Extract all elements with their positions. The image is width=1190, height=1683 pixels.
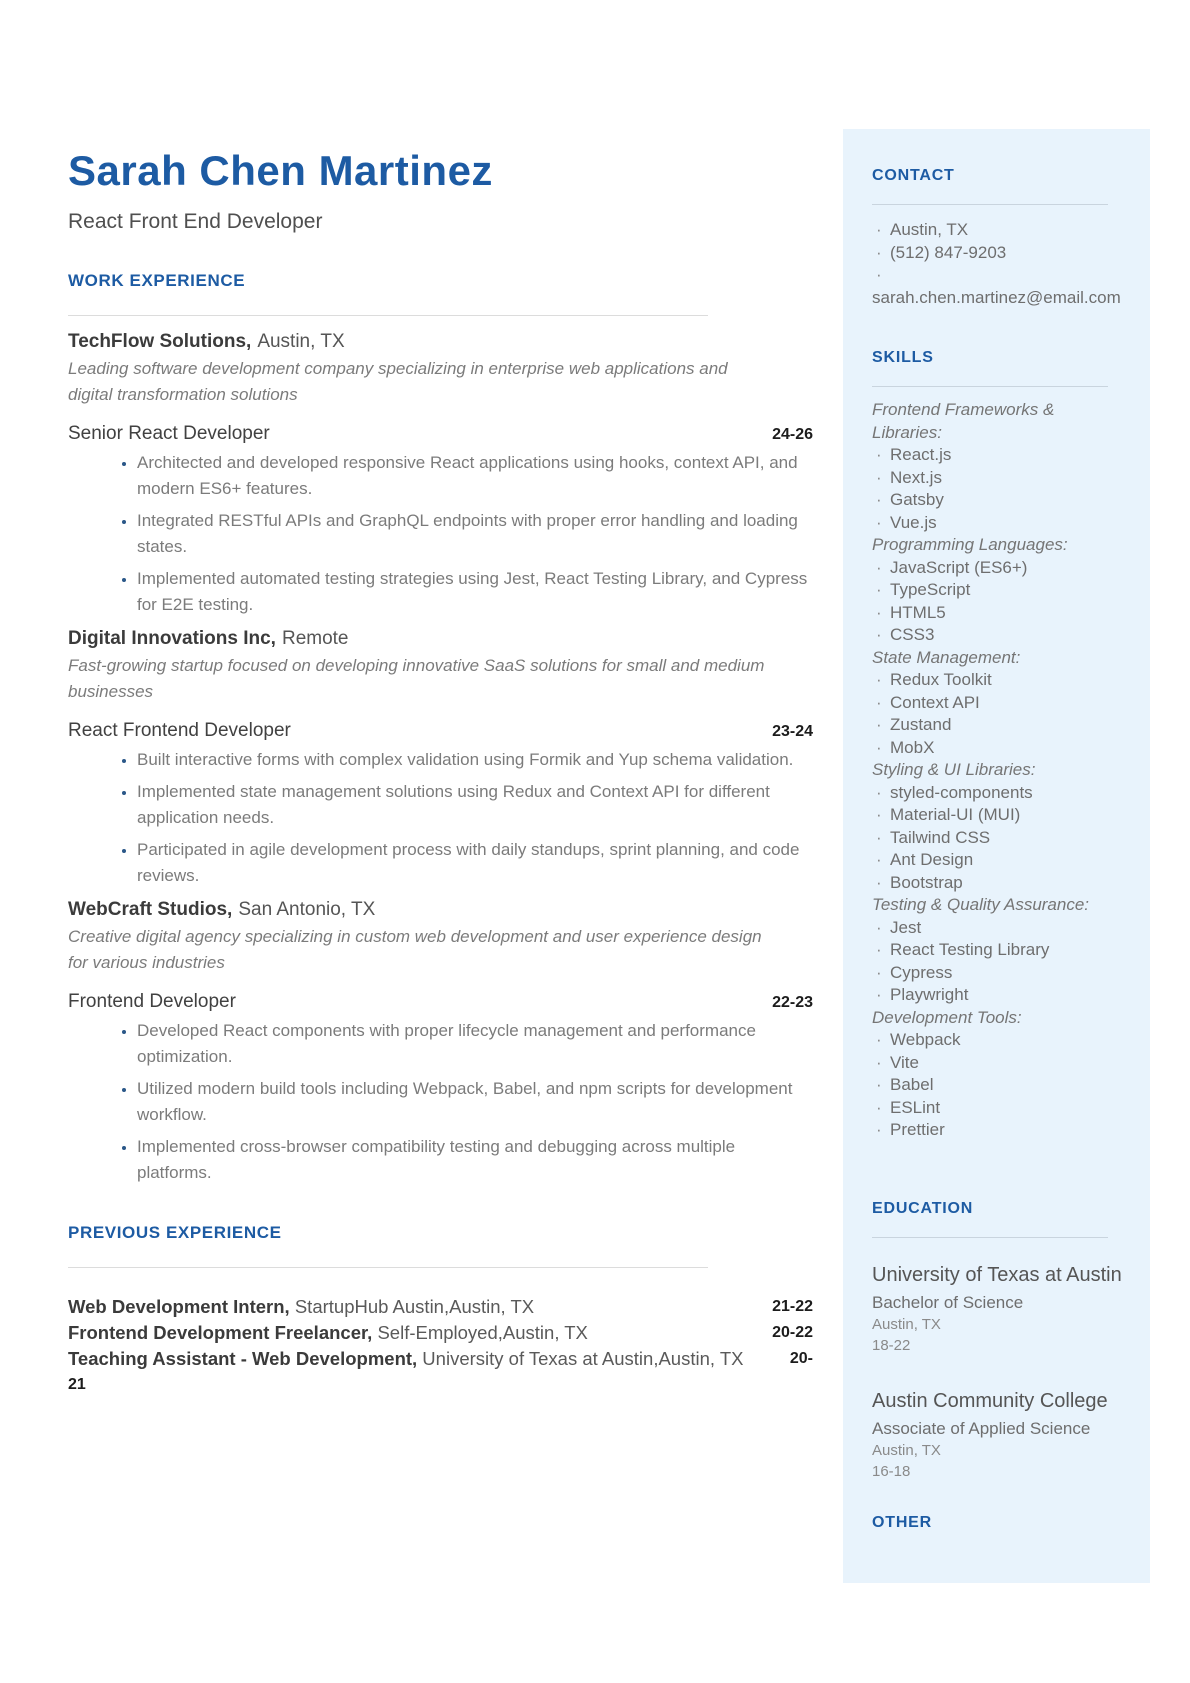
bullet-item: • Participated in agile development process with daily standups, sprint planning, and code reviews. xyxy=(137,837,813,889)
bullet-item: • Developed React components with proper lifecycle management and performance optimization. xyxy=(137,1018,813,1070)
skill-item: · JavaScript (ES6+) xyxy=(872,557,1122,580)
skills-list xyxy=(872,917,1122,1007)
bullet-item: • Implemented automated testing strategies using Jest, React Testing Library, and Cypress for E2E testing. xyxy=(137,566,813,618)
skill-item: · Gatsby xyxy=(872,489,1122,512)
prev-row-detail: University of Texas at Austin,Austin, TX xyxy=(417,1348,744,1369)
section-heading-skills: SKILLS xyxy=(872,349,934,366)
company-location: San Antonio, TX xyxy=(238,899,376,920)
company-location: Austin, TX xyxy=(257,331,345,352)
skill-category-label: Testing & Quality Assurance: xyxy=(872,895,1090,914)
edu-school: Austin Community College xyxy=(872,1389,1108,1412)
skill-item: · Vite xyxy=(872,1052,1122,1075)
company-description: Leading software development company specializing in enterprise web applications and digital transformation solutions xyxy=(68,359,728,404)
skill-item: · React.js xyxy=(872,444,1122,467)
section-divider xyxy=(68,315,708,316)
skills-section xyxy=(872,399,1122,1142)
role-row xyxy=(68,423,813,445)
skill-item: · Cypress xyxy=(872,962,1122,985)
skills-list xyxy=(872,782,1122,895)
skill-item: · MobX xyxy=(872,737,1122,760)
section-heading-work-experience: WORK EXPERIENCE xyxy=(68,271,246,290)
prev-row-detail: Self-Employed,Austin, TX xyxy=(372,1322,588,1343)
role-bullet-list xyxy=(68,747,813,889)
edu-degree: Associate of Applied Science xyxy=(872,1418,1091,1438)
skill-item: · Bootstrap xyxy=(872,872,1122,895)
previous-experience-rows xyxy=(68,1294,813,1398)
skill-item: · Vue.js xyxy=(872,512,1122,535)
bullet-item: • Built interactive forms with complex validation using Formik and Yup schema validation. xyxy=(137,747,813,773)
prev-row-detail: StartupHub Austin,Austin, TX xyxy=(289,1296,535,1317)
role-dates: 24-26 xyxy=(772,426,813,443)
skill-category-label: Development Tools: xyxy=(872,1007,1022,1027)
company-location: Remote xyxy=(281,628,349,649)
skill-item: · TypeScript xyxy=(872,579,1122,602)
company-description: Fast-growing startup focused on developing innovative SaaS solutions for small and medium businesses xyxy=(68,656,765,701)
bullet-item: • Implemented cross-browser compatibility testing and debugging across multiple platforms. xyxy=(137,1134,813,1186)
skill-item: · Playwright xyxy=(872,984,1122,1007)
skill-category-label: Styling & UI Libraries: xyxy=(872,760,1036,779)
role-title: Senior React Developer xyxy=(68,423,270,444)
role-dates: 22-23 xyxy=(772,994,813,1011)
sidebar xyxy=(843,129,1150,1583)
job-subtitle: React Front End Developer xyxy=(68,210,323,233)
skills-list xyxy=(872,557,1122,647)
sidebar-divider xyxy=(872,1237,1108,1238)
skill-item: · Context API xyxy=(872,692,1122,715)
skill-category-label: Programming Languages: xyxy=(872,535,1068,554)
prev-row-dates: 21-22 xyxy=(772,1298,813,1315)
skill-item: · styled-components xyxy=(872,782,1122,805)
skill-item: · Prettier xyxy=(872,1119,1122,1142)
prev-row-dates-wrap: 21 xyxy=(68,1376,86,1393)
prev-row-title: Frontend Development Freelancer, xyxy=(68,1322,373,1343)
role-bullet-list xyxy=(68,1018,813,1186)
section-heading-contact: CONTACT xyxy=(872,167,955,184)
bullet-item: • Utilized modern build tools including Webpack, Babel, and npm scripts for development workflow. xyxy=(137,1076,813,1128)
section-heading-other: OTHER xyxy=(872,1513,932,1531)
skill-item: · Babel xyxy=(872,1074,1122,1097)
edu-location: Austin, TX xyxy=(872,1441,941,1459)
role-title: React Frontend Developer xyxy=(68,720,291,741)
skills-list xyxy=(872,1029,1122,1142)
skill-item: · ESLint xyxy=(872,1097,1122,1120)
section-heading-previous-experience: PREVIOUS EXPERIENCE xyxy=(68,1223,282,1242)
skill-item: · CSS3 xyxy=(872,624,1122,647)
edu-school: University of Texas at Austin xyxy=(872,1263,1122,1286)
company-line xyxy=(68,897,813,922)
company-line xyxy=(68,329,813,354)
skill-item: · Next.js xyxy=(872,467,1122,490)
company-name: WebCraft Studios, xyxy=(68,899,233,920)
prev-row-text xyxy=(68,1320,588,1346)
edu-dates: 18-22 xyxy=(872,1336,911,1354)
sidebar-divider xyxy=(872,386,1108,387)
contact-email-bullet xyxy=(872,264,1122,287)
skill-item: · Ant Design xyxy=(872,849,1122,872)
role-dates: 23-24 xyxy=(772,723,813,740)
contact-email: sarah.chen.martinez@email.com xyxy=(872,287,1121,307)
contact-phone: · (512) 847-9203 xyxy=(872,242,1122,265)
skill-category-label: Frontend Frameworks & Libraries: xyxy=(872,400,1055,442)
prev-row-text xyxy=(68,1294,534,1320)
edu-dates: 16-18 xyxy=(872,1462,911,1480)
prev-row-dates: 20- xyxy=(789,1350,813,1367)
skill-item: · Tailwind CSS xyxy=(872,827,1122,850)
education-entry xyxy=(872,1388,1122,1482)
role-title: Frontend Developer xyxy=(68,991,236,1012)
section-divider xyxy=(68,1267,708,1268)
role-bullet-list xyxy=(68,450,813,618)
bullet-item: • Implemented state management solutions using Redux and Context API for different application needs. xyxy=(137,779,813,831)
skill-item: · Webpack xyxy=(872,1029,1122,1052)
edu-degree: Bachelor of Science xyxy=(872,1292,1024,1312)
skill-item: · React Testing Library xyxy=(872,939,1122,962)
prev-row xyxy=(68,1346,813,1372)
bullet-item: • Integrated RESTful APIs and GraphQL endpoints with proper error handling and loading states. xyxy=(137,508,813,560)
bullet-item: • Architected and developed responsive React applications using hooks, context API, and modern ES6+ features. xyxy=(137,450,813,502)
prev-row-dates: 20-22 xyxy=(772,1324,813,1341)
main-column xyxy=(68,146,813,1398)
role-row xyxy=(68,720,813,742)
skill-item: · Redux Toolkit xyxy=(872,669,1122,692)
role-row xyxy=(68,991,813,1013)
section-heading-education: EDUCATION xyxy=(872,1199,974,1217)
person-name: Sarah Chen Martinez xyxy=(68,147,493,194)
sidebar-divider xyxy=(872,204,1108,205)
skill-item: · Zustand xyxy=(872,714,1122,737)
company-description: Creative digital agency specializing in custom web development and user experience design for various industries xyxy=(68,927,762,972)
contact-list xyxy=(872,219,1122,287)
skills-list xyxy=(872,669,1122,759)
company-line xyxy=(68,626,813,651)
prev-row-title: Teaching Assistant - Web Development, xyxy=(68,1348,418,1369)
prev-row xyxy=(68,1294,813,1320)
skills-list xyxy=(872,444,1122,534)
company-name: TechFlow Solutions, xyxy=(68,331,252,352)
skill-item: · Jest xyxy=(872,917,1122,940)
contact-location: · Austin, TX xyxy=(872,219,1122,242)
prev-row-title: Web Development Intern, xyxy=(68,1296,290,1317)
company-name: Digital Innovations Inc, xyxy=(68,628,276,649)
skill-item: · HTML5 xyxy=(872,602,1122,625)
edu-location: Austin, TX xyxy=(872,1315,941,1333)
education-entry xyxy=(872,1262,1122,1356)
skill-item: · Material-UI (MUI) xyxy=(872,804,1122,827)
skill-category-label: State Management: xyxy=(872,647,1021,667)
prev-row xyxy=(68,1320,813,1346)
